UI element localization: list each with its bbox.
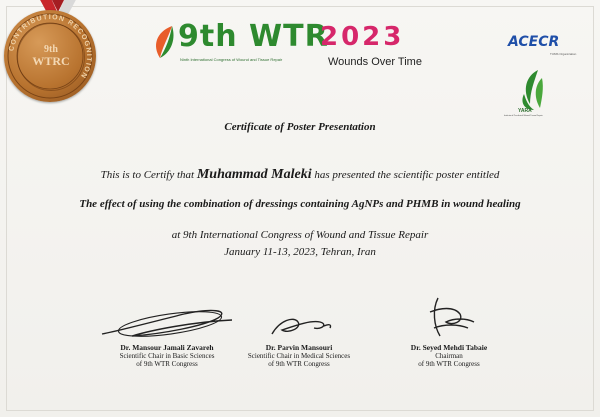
certify-statement <box>0 167 600 183</box>
certify-suffix: has presented the scientific poster entitled <box>314 169 500 181</box>
medal-name: WTRC <box>32 54 70 69</box>
yara-logo-icon <box>508 66 560 126</box>
signatory-role-line2: of 9th WTR Congress <box>418 360 480 369</box>
yara-subtitle: Institute of Preclinical Wound Tissue Repair <box>504 115 543 117</box>
signature-block-2 <box>214 300 384 368</box>
signatory-role-line1: Scientific Chair in Basic Sciences <box>119 352 215 361</box>
recipient-name: Muhammad Maleki <box>196 167 312 182</box>
signatory-name: Dr. Mansour Jamali Zavareh <box>120 343 214 352</box>
acecr-logo: ACECR <box>508 34 560 50</box>
congress-line: at 9th International Congress of Wound and Tissue Repair <box>171 229 429 241</box>
event-logo <box>152 19 442 76</box>
medal-ring-text: CONTRIBUTION RECOGNITION <box>8 13 93 80</box>
event-main-title: 9th WTR <box>178 19 329 54</box>
event-subtitle: Ninth International Congress of Wound and Tissue Repair <box>180 57 283 62</box>
event-year: 2023 <box>320 22 405 52</box>
medal-ordinal: 9th <box>44 44 58 56</box>
signatory-role-line2: of 9th WTR Congress <box>268 360 330 369</box>
certify-prefix: This is to Certify that <box>100 169 195 181</box>
poster-title: The effect of using the combination of dressings containing AgNPs and PHMB in wound healing <box>79 198 521 210</box>
signatory-name: Dr. Parvin Mansouri <box>265 343 333 352</box>
signature-block-3 <box>364 300 534 368</box>
certificate-title: Certificate of Poster Presentation <box>224 121 376 133</box>
yara-label: YARA <box>518 108 532 114</box>
acecr-subtitle: TUMS Organization <box>550 52 577 56</box>
signatory-role-line1: Scientific Chair in Medical Sciences <box>247 352 351 361</box>
signature-icon <box>224 300 374 342</box>
signature-icon <box>374 292 524 342</box>
leaf-icon <box>152 24 176 60</box>
signatory-role-line2: of 9th WTR Congress <box>136 360 198 369</box>
signatory-role-line1: Chairman <box>435 352 463 361</box>
event-tagline: Wounds Over Time <box>328 56 422 68</box>
signatory-name: Dr. Seyed Mehdi Tabaie <box>410 343 488 352</box>
date-place: January 11-13, 2023, Tehran, Iran <box>224 246 376 258</box>
medal-badge <box>4 10 96 102</box>
medal-center <box>17 23 85 91</box>
